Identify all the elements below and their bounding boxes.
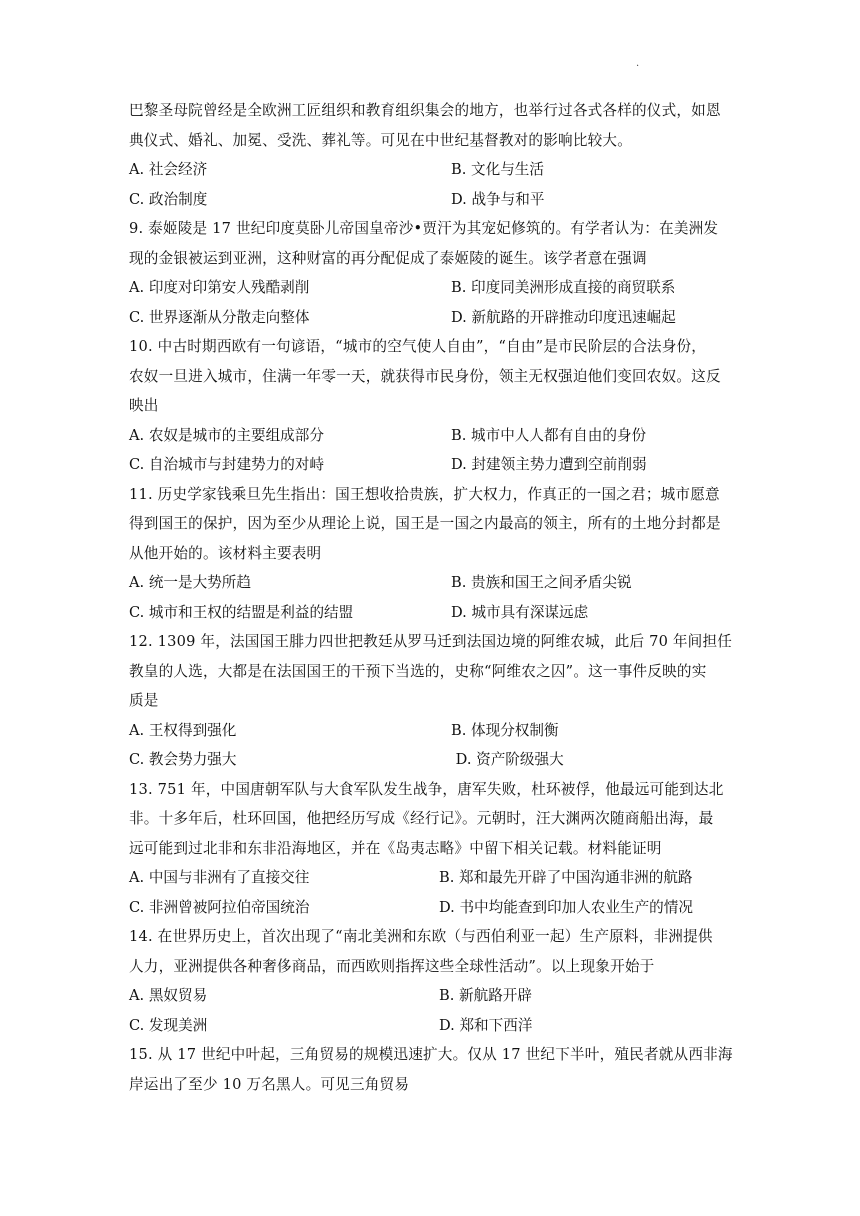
option-c: C. 教会势力强大 — [129, 751, 237, 768]
question-text-line: 14. 在世界历史上，首次出现了“南北美洲和东欧（与西伯利亚一起）生产原料，非洲提供 — [129, 928, 713, 945]
question-text-line: 农奴一旦进入城市，住满一年零一天，就获得市民身份，领主无权强迫他们变回农奴。这反 — [129, 367, 721, 385]
question-15 — [129, 1040, 733, 1099]
option-d: D. 郑和下西洋 — [439, 1016, 533, 1034]
question-text-line: 12. 1309 年，法国国王腓力四世把教廷从罗马迁到法国边境的阿维农城，此后 70 年间担任 — [129, 633, 733, 650]
exam-page-content — [129, 96, 733, 1099]
question-text-line: 典仪式、婚礼、加冕、受洗、葬礼等。可见在中世纪基督教对的影响比较大。 — [129, 131, 632, 149]
header-dot: . — [636, 58, 640, 69]
question-8-tail — [129, 96, 729, 214]
question-text-line: 得到国王的保护，因为至少从理论上说，国王是一国之内最高的领主，所有的土地分封都是 — [129, 515, 721, 532]
question-text-line: 11. 历史学家钱乘旦先生指出：国王想收拾贵族，扩大权力，作真正的一国之君；城市愿意 — [129, 485, 720, 503]
option-c: C. 非洲曾被阿拉伯帝国统治 — [129, 898, 310, 916]
option-a: A. 王权得到强化 — [129, 721, 237, 739]
question-9 — [129, 214, 729, 332]
question-text-line: 非。十多年后，杜环回国，他把经历写成《经行记》。元朝时，汪大渊两次随商船出海，最 — [129, 810, 714, 827]
option-d: D. 新航路的开辟推动印度迅速崛起 — [451, 308, 676, 326]
question-13 — [129, 775, 729, 923]
option-b: B. 新航路开辟 — [439, 987, 532, 1004]
option-b: B. 文化与生活 — [451, 161, 544, 178]
option-c: C. 政治制度 — [129, 190, 208, 208]
option-a: A. 印度对印第安人残酷剥削 — [129, 279, 310, 296]
question-text-line: 从他开始的。该材料主要表明 — [129, 544, 322, 562]
option-d: D. 资产阶级强大 — [451, 751, 564, 768]
option-c: C. 发现美洲 — [129, 1016, 208, 1034]
option-c: C. 自治城市与封建势力的对峙 — [129, 456, 325, 473]
option-c: C. 城市和王权的结盟是利益的结盟 — [129, 603, 354, 621]
question-14 — [129, 922, 729, 1040]
option-a: A. 统一是大势所趋 — [129, 574, 251, 591]
question-text-line: 现的金银被运到亚洲，这种财富的再分配促成了泰姬陵的诞生。该学者意在强调 — [129, 249, 647, 267]
option-a: A. 黑奴贸易 — [129, 987, 208, 1004]
option-a: A. 社会经济 — [129, 161, 208, 178]
question-text-line: 13. 751 年，中国唐朝军队与大食军队发生战争，唐军失败，杜环被俘，他最远可能到达北 — [129, 780, 724, 798]
option-b: B. 郑和最先开辟了中国沟通非洲的航路 — [439, 869, 693, 886]
option-b: B. 印度同美洲形成直接的商贸联系 — [451, 279, 676, 296]
option-d: D. 封建领主势力遭到空前削弱 — [451, 456, 647, 473]
option-b: B. 城市中人人都有自由的身份 — [451, 426, 647, 444]
question-10 — [129, 332, 729, 480]
option-a: A. 中国与非洲有了直接交往 — [129, 869, 310, 886]
question-12 — [129, 627, 733, 775]
question-text-line: 巴黎圣母院曾经是全欧洲工匠组织和教育组织集会的地方，也举行过各式各样的仪式，如恩 — [129, 102, 721, 119]
question-text-line: 质是 — [129, 692, 159, 709]
question-text-line: 教皇的人选，大都是在法国国王的干预下当选的，史称“阿维农之囚”。这一事件反映的实 — [129, 662, 707, 680]
question-text-line: 映出 — [129, 397, 159, 414]
question-text-line: 9. 泰姬陵是 17 世纪印度莫卧儿帝国皇帝沙•贾汗为其宠妃修筑的。有学者认为：在美洲发 — [129, 220, 719, 237]
option-c: C. 世界逐渐从分散走向整体 — [129, 308, 310, 326]
question-text-line: 10. 中古时期西欧有一句谚语，“城市的空气使人自由”，“自由”是市民阶层的合法身份， — [129, 338, 707, 355]
option-b: B. 体现分权制衡 — [451, 721, 559, 739]
question-text-line: 人力，亚洲提供各种奢侈商品，而西欧则指挥这些全球性活动”。以上现象开始于 — [129, 957, 655, 975]
question-11 — [129, 480, 729, 628]
option-d: D. 书中均能查到印加人农业生产的情况 — [439, 898, 693, 916]
option-b: B. 贵族和国王之间矛盾尖锐 — [451, 574, 632, 591]
question-text-line: 远可能到过北非和东非沿海地区，并在《岛夷志略》中留下相关记载。材料能证明 — [129, 839, 662, 857]
option-a: A. 农奴是城市的主要组成部分 — [129, 426, 324, 444]
question-text-line: 15. 从 17 世纪中叶起，三角贸易的规模迅速扩大。仅从 17 世纪下半叶，殖民者就从西非海 — [129, 1046, 733, 1063]
option-d: D. 战争与和平 — [451, 190, 545, 208]
question-text-line: 岸运出了至少 10 万名黑人。可见三角贸易 — [129, 1075, 410, 1093]
option-d: D. 城市具有深谋远虑 — [451, 603, 589, 621]
